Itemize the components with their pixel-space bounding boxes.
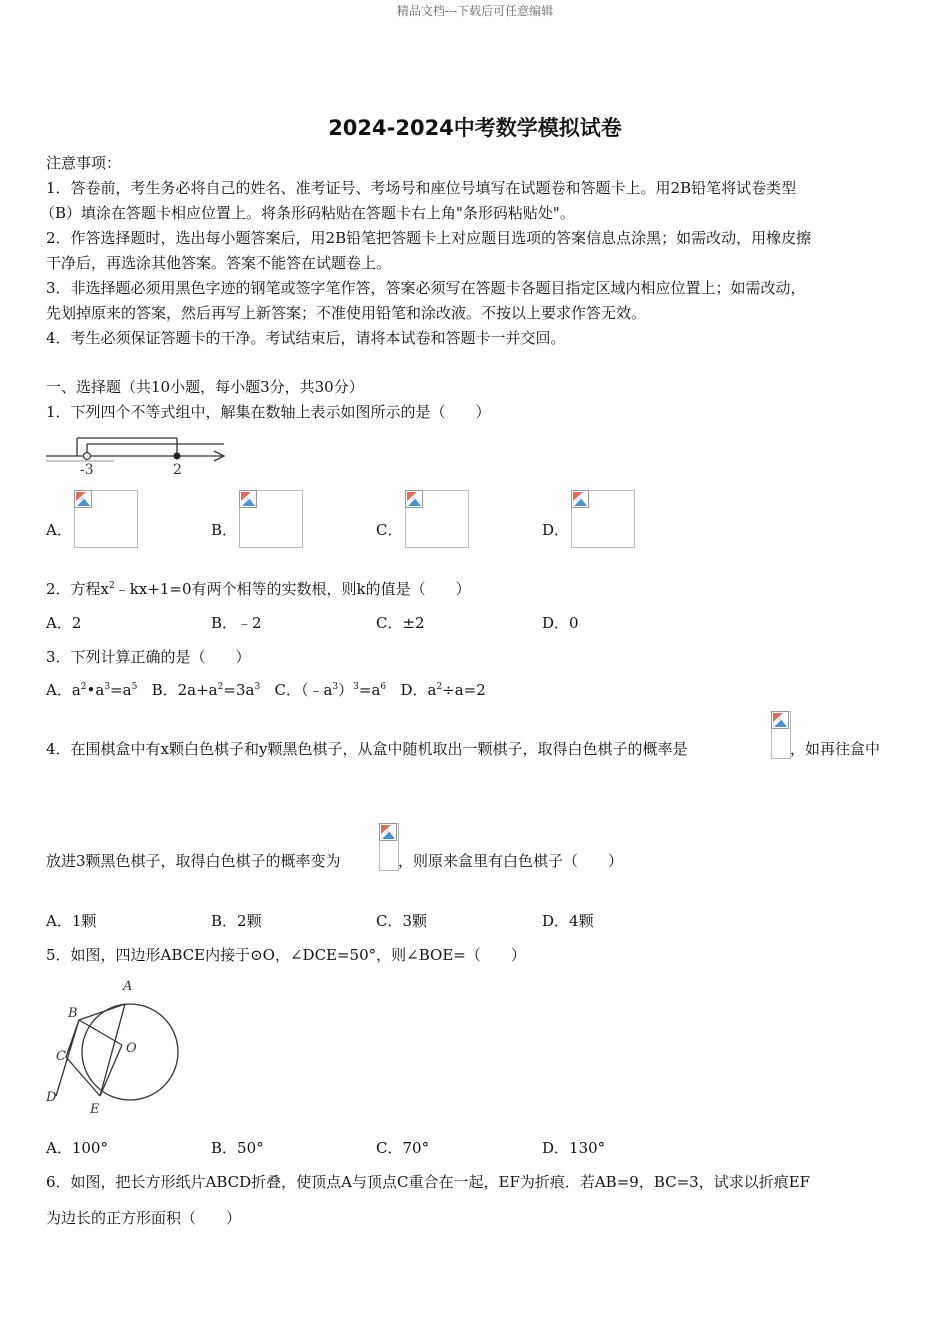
q1-option-c-image <box>405 490 469 548</box>
question-5-stem: 5．如图，四边形ABCE内接于⊙O，∠DCE=50°，则∠BOE=（ ） <box>46 946 526 964</box>
q5-option-c: C．70° <box>376 1139 430 1157</box>
label-o: O <box>126 1041 137 1056</box>
notice-line: （B）填涂在答题卡相应位置上。将条形码粘贴在答题卡右上角"条形码粘贴处"。 <box>40 204 575 222</box>
q1-option-a-image <box>74 490 138 548</box>
question-4-stem-b: ，如再往盒中 <box>790 740 881 758</box>
q1-option-c-label: C． <box>376 521 403 539</box>
page-header: 精品文档---下载后可任意编辑 <box>396 4 554 18</box>
broken-image-icon <box>771 711 789 729</box>
q1-option-d-label: D． <box>542 521 570 539</box>
axis-label-neg3: -3 <box>80 462 94 478</box>
q5-option-a: A．100° <box>46 1139 108 1157</box>
q3-options <box>46 679 486 700</box>
question-2-stem: 2．方程$x^2﹣kx+1=0$有两个相等的实数根，则k的值是（ ） <box>46 580 471 598</box>
question-6-line-1: 6．如图，把长方形纸片ABCD折叠，使顶点A与顶点C重合在一起，EF为折痕．若AB=9，BC=3，试求以折痕EF <box>46 1173 811 1191</box>
circle-quadrilateral-figure <box>42 975 192 1120</box>
broken-image-icon <box>379 823 397 841</box>
label-c: C <box>56 1049 66 1064</box>
notice-line: 4．考生必须保证答题卡的干净。考试结束后，请将本试卷和答题卡一并交回。 <box>46 329 566 347</box>
question-1-stem: 1．下列四个不等式组中，解集在数轴上表示如图所示的是（ ） <box>46 403 491 421</box>
q5-option-b: B．50° <box>211 1139 264 1157</box>
q4-option-a: A．1颗 <box>46 912 97 930</box>
open-point <box>84 453 91 460</box>
label-b: B <box>68 1006 78 1021</box>
broken-image-icon <box>239 490 257 508</box>
question-4-stem-c: 放进3颗黑色棋子，取得白色棋子的概率变为 <box>46 852 341 870</box>
q3-option-c: C．$(﹣a^3)^3=a^6$ <box>274 681 387 699</box>
q4-fraction-image-1 <box>771 711 791 759</box>
q2-option-a: A．2 <box>46 614 82 632</box>
q4-option-b: B．2颗 <box>211 912 262 930</box>
notice-line: 先划掉原来的答案，然后再写上新答案；不准使用铅笔和涂改液。不按以上要求作答无效。 <box>46 304 647 322</box>
notice-line: 3．非选择题必须用黑色字迹的钢笔或签字笔作答，答案必须写在答题卡各题目指定区域内相应位置上；如需改动， <box>46 279 806 297</box>
axis-label-2: 2 <box>173 462 182 478</box>
q1-option-d-image <box>571 490 635 548</box>
q2-option-c: C．±2 <box>376 614 425 632</box>
label-d: D <box>46 1090 57 1105</box>
section-heading: 一、选择题（共10小题，每小题3分，共30分） <box>46 378 364 396</box>
question-4-stem-a: 4．在围棋盒中有x颗白色棋子和y颗黑色棋子，从盒中随机取出一颗棋子，取得白色棋子的概率是 <box>46 740 688 758</box>
q2-option-b: B．﹣2 <box>211 614 262 632</box>
broken-image-icon <box>571 490 589 508</box>
q2-option-d: D．0 <box>542 614 579 632</box>
question-3-stem: 3．下列计算正确的是（ ） <box>46 648 251 666</box>
label-e: E <box>90 1102 100 1117</box>
q1-option-b-label: B． <box>211 521 238 539</box>
notice-line: 干净后，再选涂其他答案。答案不能答在试题卷上。 <box>46 254 392 272</box>
q1-option-b-image <box>239 490 303 548</box>
q3-option-d: D．$a^2\div a=2$ <box>400 681 486 699</box>
q4-fraction-image-2 <box>379 823 399 871</box>
closed-point <box>174 453 181 460</box>
question-4-stem-d: ，则原来盒里有白色棋子（ ） <box>398 852 624 870</box>
question-6-line-2: 为边长的正方形面积（ ） <box>46 1209 242 1227</box>
notice-heading: 注意事项： <box>46 154 122 172</box>
q5-option-d: D．130° <box>542 1139 606 1157</box>
broken-image-icon <box>74 490 92 508</box>
label-a: A <box>123 979 133 994</box>
page-title: 2024-2024中考数学模拟试卷 <box>328 116 622 140</box>
number-line-figure <box>44 430 234 480</box>
q4-option-c: C．3颗 <box>376 912 428 930</box>
q3-option-a: A．$a^2•a^3=a^5$ <box>46 681 138 699</box>
notice-line: 1．答卷前，考生务必将自己的姓名、准考证号、考场号和座位号填写在试题卷和答题卡上。用2B铅笔将试卷类型 <box>46 179 797 197</box>
broken-image-icon <box>405 490 423 508</box>
q1-option-a-label: A． <box>46 521 72 539</box>
q4-option-d: D．4颗 <box>542 912 594 930</box>
notice-line: 2．作答选择题时，选出每小题答案后，用2B铅笔把答题卡上对应题目选项的答案信息点涂黑；如需改动，用橡皮擦 <box>46 229 812 247</box>
q3-option-b: B．$2a+a^2=3a^3$ <box>151 681 261 699</box>
